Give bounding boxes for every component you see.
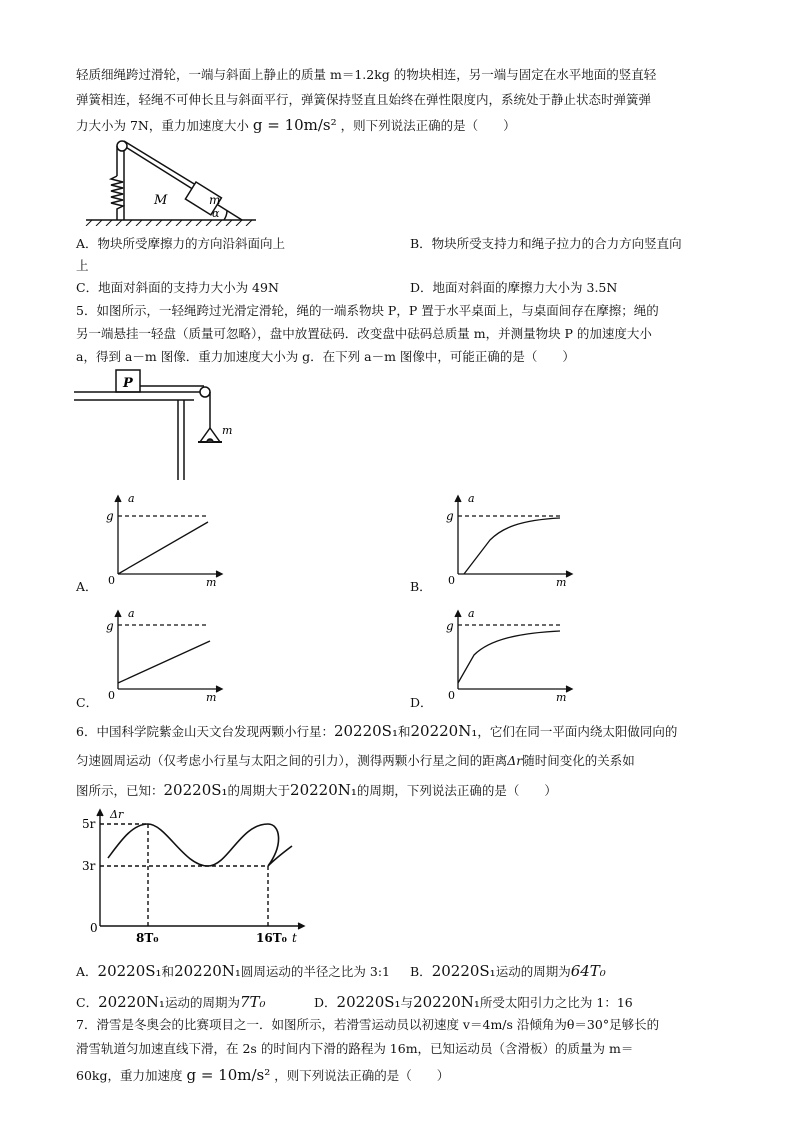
q5-line-3: a，得到 a－m 图像．重力加速度大小为 g．在下列 a－m 图像中，可能正确的是（ ）	[76, 349, 575, 364]
q6-distance-graph	[80, 806, 310, 948]
q6-line-3-mid: 的周期大于	[227, 783, 291, 798]
q5-option-d-letter: D．	[410, 695, 433, 710]
g-formula: g = 10m/s²	[252, 116, 337, 134]
q6-option-d	[314, 993, 633, 1012]
q6-graph-xlabel: t	[292, 931, 297, 945]
q6-opt-b-val: 64T₀	[570, 962, 606, 980]
q7-line-2: 滑雪轨道匀加速直线下滑，在 2s 的时间内下滑的路程为 16m，已知运动员（含滑板）的质量为 m＝	[76, 1041, 634, 1056]
q6-graph-x16: 16T₀	[256, 931, 287, 945]
q4-line-2: 弹簧相连，轻绳不可伸长且与斜面平行，弹簧保持竖直且始终在弹性限度内，系统处于静止状态时弹簧弹	[76, 92, 652, 107]
graph-d-origin: 0	[448, 689, 455, 702]
q5-option-c-letter: C．	[76, 695, 99, 710]
asteroid-s1-2: 20220S₁	[163, 781, 228, 799]
q4-line-1: 轻质细绳跨过滑轮，一端与斜面上静止的质量 m＝1.2kg 的物块相连，另一端与固定在水平地面的竖直轻	[76, 67, 657, 82]
graph-d-g: g	[446, 619, 454, 633]
q7-line-3	[76, 1066, 449, 1085]
graph-c-g: g	[106, 619, 114, 633]
q6-and: 和	[397, 724, 411, 739]
asteroid-s1: 20220S₁	[333, 722, 398, 740]
graph-c-xlabel: m	[206, 691, 217, 703]
q6-graph-ylabel: Δr	[110, 808, 124, 821]
q4-option-a: A．物块所受摩擦力的方向沿斜面向上	[76, 236, 286, 251]
q4-option-d: D．地面对斜面的摩擦力大小为 3.5N	[410, 280, 618, 295]
incline-M-label: M	[154, 193, 168, 208]
q6-opt-c-n1: 20220N₁	[98, 993, 165, 1011]
q5-line-1: 5．如图所示，一轻绳跨过光滑定滑轮，绳的一端系物块 P，P 置于水平桌面上，与桌面间存在摩擦；绳的	[76, 303, 659, 318]
q6-opt-a-and: 和	[161, 964, 175, 979]
graph-b-origin: 0	[448, 574, 455, 587]
graph-a-origin: 0	[108, 574, 115, 587]
q5-table-figure	[72, 366, 242, 484]
q6-line-2	[76, 752, 635, 770]
asteroid-n1-2: 20220N₁	[290, 781, 357, 799]
q4-line-3-tail: ，则下列说法正确的是（ ）	[340, 118, 516, 133]
q6-opt-a-n1: 20220N₁	[174, 962, 241, 980]
q4-option-b: B．物块所受支持力和绳子拉力的合力方向竖直向	[410, 236, 682, 251]
block-m-label: m	[209, 193, 221, 207]
q6-graph-y5: 5r	[82, 817, 96, 831]
q6-line-1-post: ，它们在同一平面内绕太阳做同向的	[477, 724, 678, 739]
q5-graph-d	[440, 603, 580, 703]
graph-b-xlabel: m	[556, 576, 567, 588]
q6-opt-d-n1: 20220N₁	[413, 993, 480, 1011]
graph-c-origin: 0	[108, 689, 115, 702]
graph-a-g: g	[106, 509, 114, 523]
graph-b-g: g	[446, 509, 454, 523]
q6-line-1-pre: 6．中国科学院紫金山天文台发现两颗小行星：	[76, 724, 334, 739]
q6-graph-x8: 8T₀	[136, 931, 159, 945]
graph-b-ylabel: a	[468, 492, 475, 505]
graph-a-ylabel: a	[128, 492, 135, 505]
q6-option-c	[76, 993, 266, 1012]
block-p-label: P	[123, 376, 133, 391]
q6-line-3-post: 的周期，下列说法正确的是（ ）	[356, 783, 557, 798]
q5-line-2: 另一端悬挂一轻盘（质量可忽略），盘中放置砝码．改变盘中砝码总质量 m，并测量物块 P 的加速度大小	[76, 326, 652, 341]
q6-option-a	[76, 962, 390, 981]
q6-opt-a-pre: A．	[76, 964, 98, 979]
q6-opt-c-val: 7T₀	[239, 993, 266, 1011]
q4-line-3-text: 力大小为 7N，重力加速度大小	[76, 118, 249, 133]
q7-g-formula: g = 10m/s²	[186, 1066, 271, 1084]
asteroid-n1: 20220N₁	[410, 722, 478, 740]
q6-opt-d-post: 所受太阳引力之比为 1：16	[479, 995, 633, 1010]
q6-graph-y0: 0	[90, 921, 98, 935]
q7-line-1: 7．滑雪是冬奥会的比赛项目之一．如图所示，若滑雪运动员以初速度 v＝4m/s 沿倾角为θ＝30°足够长的	[76, 1017, 660, 1032]
q6-line-3	[76, 781, 557, 800]
graph-d-xlabel: m	[556, 691, 567, 703]
q6-line-1	[76, 722, 677, 741]
graph-d-ylabel: a	[468, 607, 475, 620]
q5-option-b-letter: B．	[410, 579, 432, 594]
graph-c-ylabel: a	[128, 607, 135, 620]
q4-incline-figure	[84, 138, 264, 226]
q6-opt-d-pre: D．	[314, 995, 337, 1010]
q6-line-2-pre: 匀速圆周运动（仅考虑小行星与太阳之间的引力），测得两颗小行星之间的距离	[76, 753, 508, 768]
q7-line-3-text: 60kg，重力加速度	[76, 1068, 183, 1083]
q6-opt-b-post: 运动的周期为	[495, 964, 571, 979]
q6-opt-a-post: 圆周运动的半径之比为 3:1	[240, 964, 391, 979]
q7-line-3-tail: ，则下列说法正确的是（ ）	[274, 1068, 450, 1083]
angle-alpha-label: α	[212, 207, 220, 220]
q6-opt-d-s1: 20220S₁	[336, 993, 401, 1011]
q6-graph-y3: 3r	[82, 859, 96, 873]
q4-option-a-wrap: 上	[76, 258, 89, 273]
delta-r: Δr	[507, 753, 523, 768]
q6-opt-d-mid: 与	[400, 995, 414, 1010]
pan-m-label: m	[222, 424, 233, 437]
q5-option-a-letter: A．	[76, 579, 98, 594]
q6-opt-a-s1: 20220S₁	[97, 962, 162, 980]
q4-line-3	[76, 116, 516, 135]
q5-graph-a	[100, 488, 230, 588]
q6-opt-c-pre: C．	[76, 995, 99, 1010]
q6-option-b	[410, 962, 606, 981]
q6-opt-c-post: 运动的周期为	[164, 995, 240, 1010]
q6-line-3-pre: 图所示，已知：	[76, 783, 164, 798]
q6-line-2-post: 随时间变化的关系如	[522, 753, 635, 768]
graph-a-xlabel: m	[206, 576, 217, 588]
q6-opt-b-s1: 20220S₁	[431, 962, 496, 980]
q5-graph-c	[100, 603, 230, 703]
q5-graph-b	[440, 488, 580, 588]
q4-option-c: C．地面对斜面的支持力大小为 49N	[76, 280, 279, 295]
q6-opt-b-pre: B．	[410, 964, 432, 979]
